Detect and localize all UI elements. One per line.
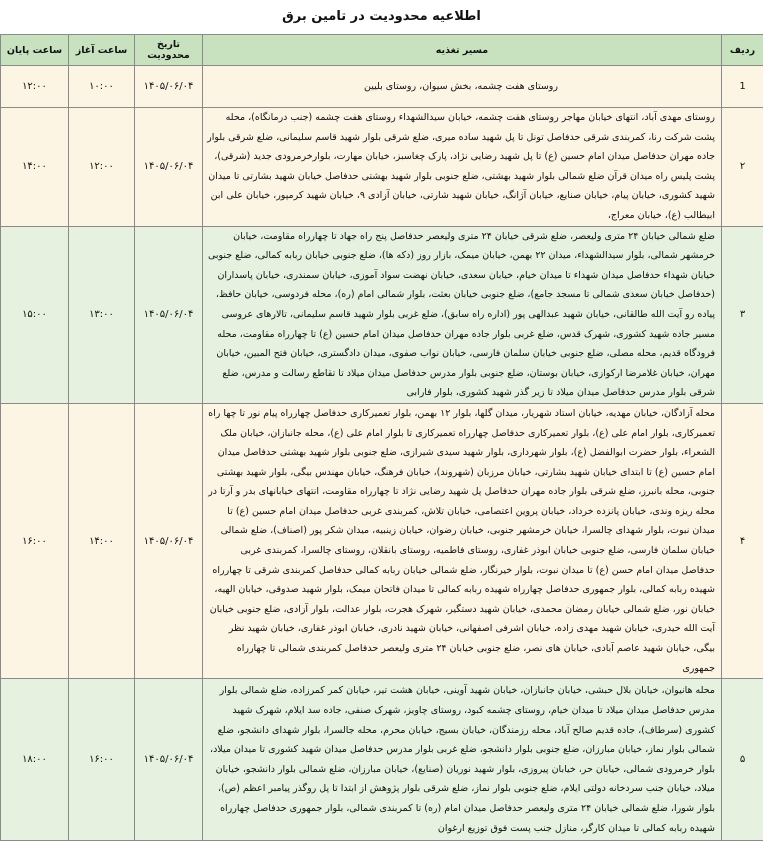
date-cell: ۱۴۰۵/۰۶/۰۴ <box>135 108 203 227</box>
end-time-cell: ۱۸:۰۰ <box>1 679 69 841</box>
end-time-cell: ۱۶:۰۰ <box>1 403 69 678</box>
table-row <box>1 66 763 108</box>
end-time-cell: ۱۵:۰۰ <box>1 226 69 403</box>
date-cell: ۱۴۰۵/۰۶/۰۴ <box>135 679 203 841</box>
start-time-cell: ۱۲:۰۰ <box>69 108 135 227</box>
date-cell: ۱۴۰۵/۰۶/۰۴ <box>135 66 203 108</box>
table-row <box>1 679 763 841</box>
table-row <box>1 226 763 403</box>
route-cell: ضلع شمالی خیابان ۲۴ متری ولیعصر، ضلع شرقی خیابان ۲۴ متری ولیعصر حدفاصل پنج راه جهاد تا چهارراه مقاومت، خیابان خرمشهر شمالی، بلوار سیدالشهداء، میدان ۲۲ بهمن، خیابان میمک، بازار روز (دکه ها)، ضلع جنوبی خیابان ربابه کمالی، ضلع جنوبی خیابان شهداء حدفاصل میدان شهداء تا میدان خیام، خیابان سعدی، خیابان نهضت سواد آموزی، خیابان سمندری، خیابان پاسداران (حدفاصل خیابان سعدی شمالی تا مسجد جامع)، ضلع جنوبی خیابان بعثت، بلوار شمالی امام (ره)، محله فردوسی، خیابان حافظ، پیاده رو آیت الله طالقانی، خیابان شهید عبدالهی پور (اداره راه سابق)، ضلع غربی بلوار شهید قاسم سلیمانی، تالارهای عروسی مسیر جاده شهید کشوری، شهرک قدس، ضلع غربی بلوار جاده مهران حدفاصل میدان امام حسین (ع) تا چهارراه مقاومت، محله فرودگاه قدیم، محله مصلی، ضلع جنوبی خیابان سلمان فارسی، خیابان نواب صفوی، میدان دادگستری، خیابان فتح المبین، خیابان مهران، خیابان غلامرضا ارکوازی، خیابان بوستان، ضلع جنوبی بلوار مدرس حدفاصل میدان میلاد تا تقاطع رسالت و مدرس، ضلع شرقی بلوار مدرس حدفاصل میدان میلاد تا زیر گذر شهید کشوری، بلوار فارابی <box>203 226 722 403</box>
header-end-time: ساعت پایان <box>1 35 69 66</box>
header-start-time: ساعت آغاز <box>69 35 135 66</box>
route-cell: محله آزادگان، خیابان مهدیه، خیابان استاد شهریار، میدان گلها، بلوار ۱۲ بهمن، بلوار تعمیرکاری حدفاصل چهارراه پیام نور تا چها راه تعمیرکاری، بلوار امام علی (ع)، بلوار تعمیرکاری حدفاصل چهارراه تعمیرکاری تا بلوار امام علی (ع)، محله جانبازان، خیابان ملک الشعراء، بلوار حضرت ابوالفضل (ع)، بلوار شهرداری، بلوار شهید سیدی شیرازی، ضلع جنوبی بلوار شهید بهشتی حدفاصل میدان امام حسین (ع) تا ابتدای خیابان شهید بشارتی، خیابان مرزبان (شهروند)، خیابان فرهنگ، خیابان مهندس بیگی، بلوار شهید بهشتی جنوبی، محله بانبرز، ضلع شرقی بلوار جاده مهران حدفاصل پل شهید رضایی نژاد تا چهارراه مقاومت، انتهای خیابانهای بدر و آرتا در محله ریزه وندی، خیابان پانزده خرداد، خیابان پروین اعتصامی، خیابان تلاش، کمربندی غربی حدفاصل میدان امام حسین (ع) تا میدان نبوت، بلوار شهدای چالسرا، خیابان خرمشهر جنوبی، خیابان رضوان، خیابان زینبیه، میدان شکر پور (اصناف)، ضلع شمالی خیابان سلمان فارسی، ضلع جنوبی خیابان ابوذر غفاری، روستای فاطمیه، روستای بانقلان، روستای چالسرا، کمربندی غربی حدفاصل میدان امام حسن (ع) تا میدان نبوت، بلوار خیرنگار، ضلع شمالی خیابان ربابه کمالی حدفاصل کمربندی شرقی تا چهارراه شهیده ربابه کمالی، بلوار جمهوری حدفاصل چهارراه شهیده ربابه کمالی تا میدان فاتحان میمک، بلوار شهید صدوقی، خیابان الهیه، خیابان نور، ضلع شمالی خیابان رمضان محمدی، خیابان شهید دستگیر، شهرک هجرت، بلوار عدالت، بلوار آزادی، ضلع جنوبی خیابان آیت الله حیدری، خیابان شهید مهدی زاده، خیابان اشرفی اصفهانی، خیابان شهید نادری، خیابان ابوذر غفاری، خیابان شهید نظر بیگی، خیابان شهید عاصم آبادی، خیابان های نصر، ضلع جنوبی خیابان ۲۴ متری ولیعصر حدفاصل کمربندی شمالی تا چهارراه جمهوری <box>203 403 722 678</box>
row-number: ۴ <box>722 403 763 678</box>
page-title: اطلاعیه محدودیت در تامین برق <box>0 0 763 34</box>
route-cell: محله هانیوان، خیابان بلال حبشی، خیابان جانبازان، خیابان شهید آوینی، خیابان هشت تیر، خیابان کمر کمرزاده، ضلع شمالی بلوار مدرس حدفاصل میدان میلاد تا میدان خیام، روستای چشمه کبود، روستای چاویز، شهرک صنفی، جاده سد ایلام، شهرک شهید کشوری (سرطاف)، جاده قدیم صالح آباد، محله رزمندگان، خیابان بسیج، خیابان محرم، محله جالسرا، بلوار شهدای دانشجو، ضلع شمالی بلوار نماز، خیابان مبارزان، ضلع جنوبی بلوار دانشجو، ضلع غربی بلوار مدرس حدفاصل میدان شهید کشوری تا میدان میلاد، بلوار خرمرودی شمالی، خیابان حر، خیابان پیروزی، بلوار شهید نوریان (صنایع)، خیابان مبارزان، ضلع شمالی بلوار دانشجو، خیابان میلاد، خیابان جنب سردخانه دولتی ایلام، ضلع جنوبی بلوار نماز، ضلع شرقی بلوار پژوهش از ابتدا تا پل روگذر پیامبر اعظم (ص)، بلوار شورا، ضلع شمالی خیابان ۲۴ متری ولیعصر حدفاصل میدان امام (ره) تا کمربندی شمالی، بلوار جمهوری حدفاصل چهارراه شهیده ربابه کمالی تا میدان کارگر، منازل جنب پست فوق توزیع ارغوان <box>203 679 722 841</box>
row-number: ۵ <box>722 679 763 841</box>
route-cell: روستای هفت چشمه، بخش سیوان، روستای بلیین <box>203 66 722 108</box>
end-time-cell: ۱۲:۰۰ <box>1 66 69 108</box>
table-header-row <box>1 35 763 66</box>
table-row <box>1 108 763 227</box>
start-time-cell: ۱۴:۰۰ <box>69 403 135 678</box>
row-number: ۳ <box>722 226 763 403</box>
header-row-number: ردیف <box>722 35 763 66</box>
date-cell: ۱۴۰۵/۰۶/۰۴ <box>135 226 203 403</box>
end-time-cell: ۱۴:۰۰ <box>1 108 69 227</box>
start-time-cell: ۱۰:۰۰ <box>69 66 135 108</box>
date-cell: ۱۴۰۵/۰۶/۰۴ <box>135 403 203 678</box>
start-time-cell: ۱۳:۰۰ <box>69 226 135 403</box>
header-date: تاریخ محدودیت <box>135 35 203 66</box>
row-number: 1 <box>722 66 763 108</box>
header-route: مسیر تغذیه <box>203 35 722 66</box>
table-row <box>1 403 763 678</box>
route-cell: روستای مهدی آباد، انتهای خیابان مهاجر روستای هفت چشمه، خیابان سیدالشهداء روستای هفت چشمه (جنب درمانگاه)، محله پشت شرکت رنا، کمربندی شرقی حدفاصل تونل تا پل شهید ساده میری، ضلع شرقی بلوار شهید قاسم سلیمانی، ضلع شرقی بلوار جاده مهران حدفاصل میدان امام حسین (ع) تا پل شهید رضایی نژاد، پارک چغاسبز، خیابان مهارت، بلوارخرمرودی جدید (شرقی)، پشت پلیس راه میدان قرآن ضلع شمالی بلوار شهید بهشتی، ضلع جنوبی بلوار شهید بهشتی حدفاصل خیابان شهید بشارتی تا میدان شهید کشوری، خیابان پیام، خیابان صنایع، خیابان آژانگ، خیابان شهید شارتی، خیابان آزادی ۹، خیابان شهید کرمپور، خیابان علی ابن ابیطالب (ع)، خیابان معراج، <box>203 108 722 227</box>
row-number: ۲ <box>722 108 763 227</box>
outage-table <box>0 34 763 841</box>
start-time-cell: ۱۶:۰۰ <box>69 679 135 841</box>
